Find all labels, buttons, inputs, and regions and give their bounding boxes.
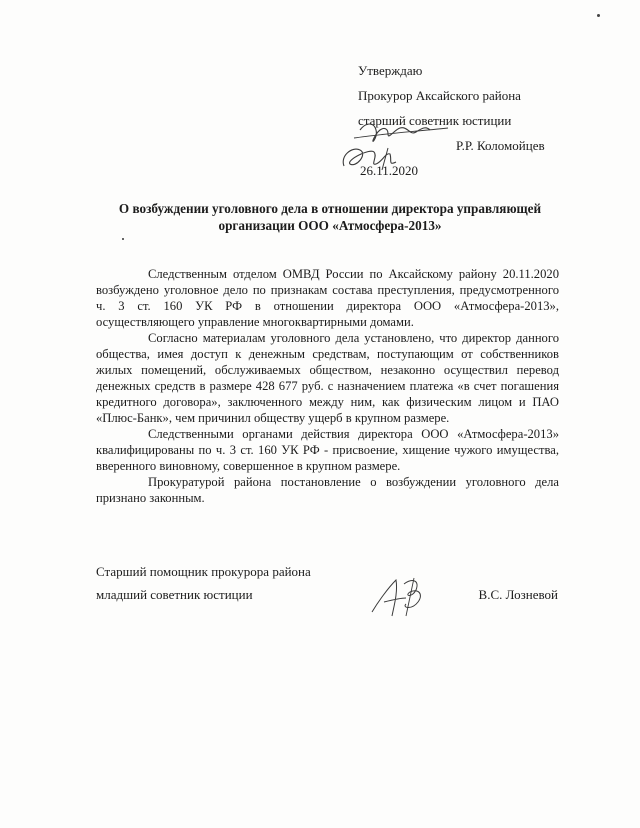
approval-name: Р.Р. Коломойцев	[456, 138, 545, 153]
approval-heading: Утверждаю	[358, 63, 423, 78]
signer-name: В.С. Лозневой	[478, 587, 558, 602]
paragraph: Следственным отделом ОМВД России по Аксайскому району 20.11.2020 возбуждено уголовное дело по признакам состава преступления, предусмотренного ч. 3 ст. 160 УК РФ в отношении директора ООО «Атмосфера-2013», осуществляющего управление многоквартирными домами.	[96, 267, 559, 329]
paragraph: Следственными органами действия директора ООО «Атмосфера-2013» квалифицированы по ч. 3 ст. 160 УК РФ - присвоение, хищение чужого имущества, вверенного виновному, совершенное в крупном размере.	[96, 427, 559, 473]
paragraph: Прокуратурой района постановление о возбуждении уголовного дела признано законным.	[96, 475, 559, 505]
document-title	[60, 200, 600, 234]
scan-speck	[597, 14, 600, 17]
paragraph: Согласно материалам уголовного дела установлено, что директор данного общества, имея доступ к денежным средствам, поступающим от собственников жилых помещений, обслуживаемых обществом, незаконно осуществил перевод денежных средств в размере 428 677 руб. с назначением платежа «в счет погашения кредитного договора», заключенного между ним, как физическим лицом и ПАО «Плюс-Банк», чем причинил обществу ущерб в крупном размере.	[96, 331, 559, 425]
approval-date: 26.11.2020	[360, 163, 419, 178]
approval-rank: старший советник юстиции	[358, 113, 512, 128]
document-body	[96, 266, 559, 506]
title-line-2: организации ООО «Атмосфера-2013»	[218, 218, 442, 233]
scan-speck	[122, 238, 124, 240]
assistant-signature	[366, 572, 438, 622]
title-line-1: О возбуждении уголовного дела в отношении директора управляющей	[118, 201, 542, 216]
approval-block	[358, 58, 598, 183]
signer-rank: младший советник юстиции	[96, 587, 253, 602]
approval-position: Прокурор Аксайского района	[358, 88, 521, 103]
signer-position: Старший помощник прокурора района	[96, 564, 311, 579]
